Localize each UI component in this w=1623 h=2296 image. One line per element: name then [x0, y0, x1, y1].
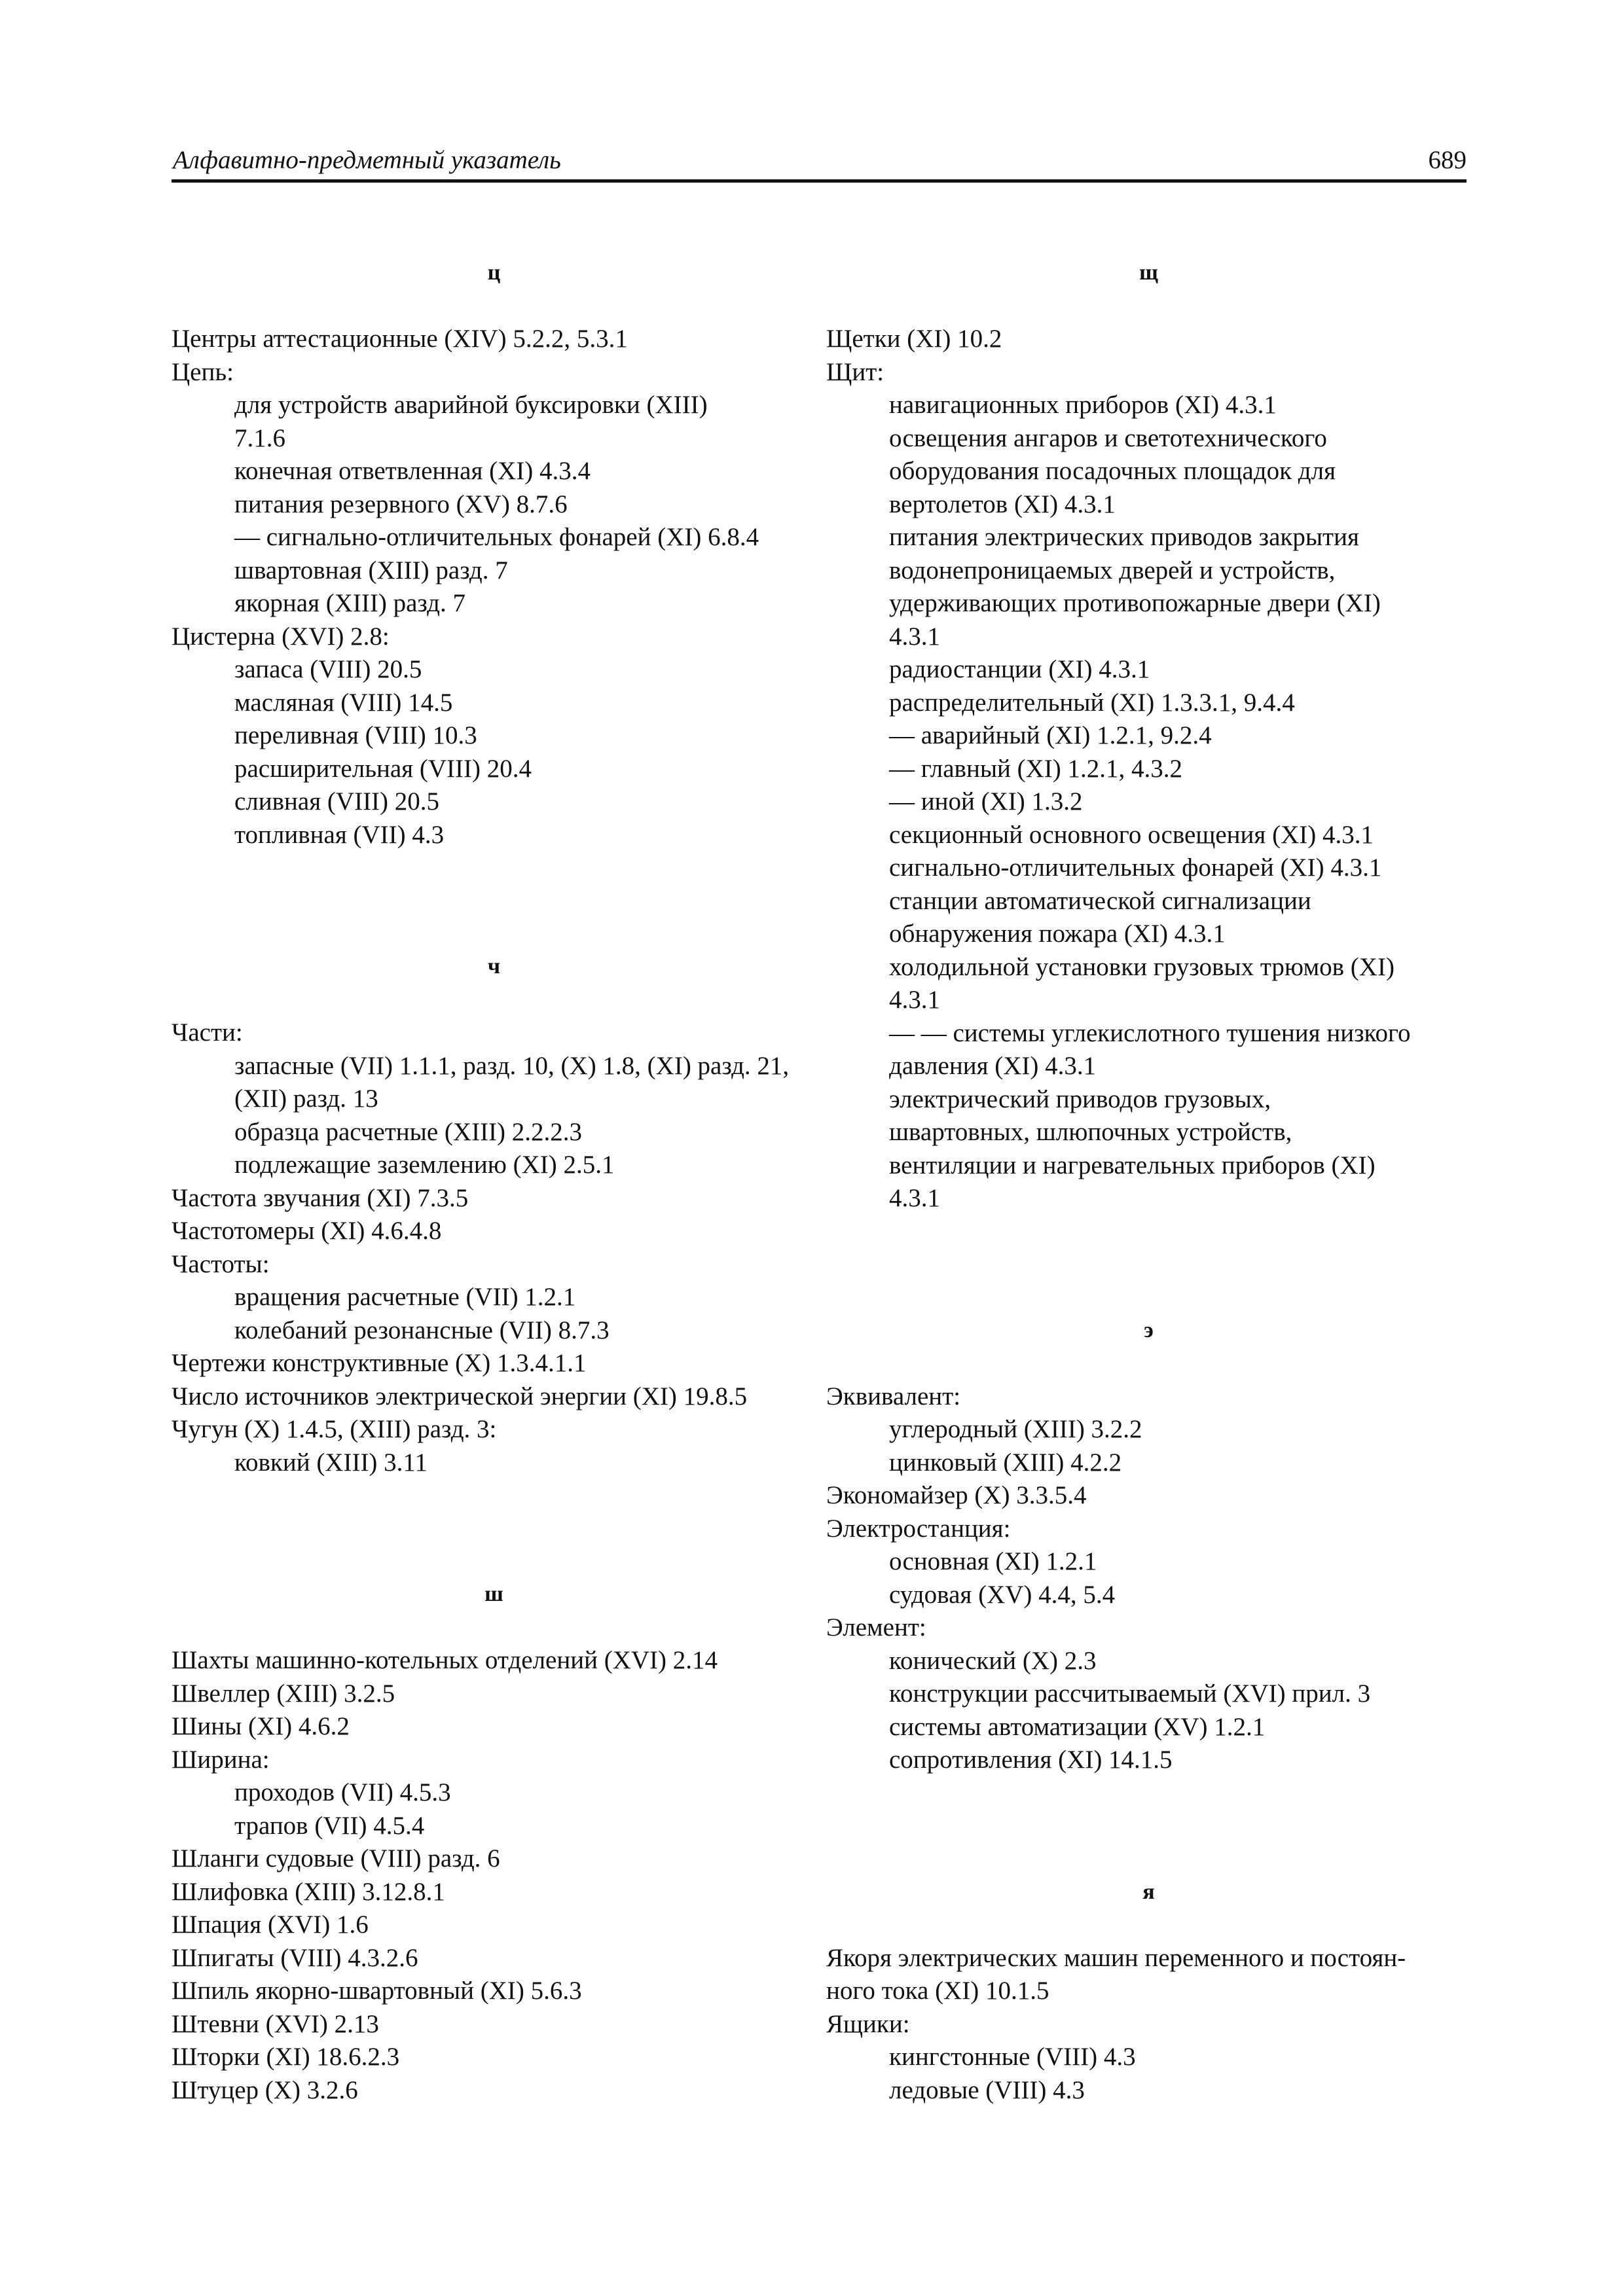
section-letter: щ [1139, 260, 1158, 285]
index-entry: Швеллер (XIII) 3.2.5 [172, 1679, 395, 1708]
index-subentry: образца расчетные (XIII) 2.2.2.3 [234, 1117, 583, 1146]
index-subentry: расширительная (VIII) 20.4 [234, 754, 532, 783]
index-subentry: конический (X) 2.3 [889, 1646, 1097, 1675]
index-subentry: кингстонные (VIII) 4.3 [889, 2043, 1136, 2071]
index-subentry: давления (XI) 4.3.1 [889, 1052, 1097, 1080]
index-entry: Ширина: [172, 1745, 270, 1774]
index-entry: Шторки (XI) 18.6.2.3 [172, 2043, 400, 2071]
index-subentry: ковкий (XIII) 3.11 [234, 1448, 428, 1477]
index-subentry: основная (XI) 1.2.1 [889, 1547, 1097, 1575]
index-entry: Шпация (XVI) 1.6 [172, 1910, 369, 1939]
index-subentry: подлежащие заземлению (XI) 2.5.1 [234, 1151, 615, 1179]
index-subentry: сопротивления (XI) 14.1.5 [889, 1746, 1173, 1774]
index-subentry: 4.3.1 [889, 622, 940, 651]
page-number: 689 [1428, 146, 1467, 174]
index-entry: Частоты: [172, 1249, 270, 1278]
index-entry: Якоря электрических машин переменного и постоян- [826, 1943, 1406, 1972]
header-title: Алфавитно-предметный указатель [173, 146, 561, 174]
index-entry: Шлифовка (XIII) 3.12.8.1 [172, 1877, 445, 1906]
page-header [172, 143, 1467, 183]
index-subentry: — сигнально-отличительных фонарей (XI) 6.8.4 [234, 523, 759, 551]
index-subentry: распределительный (XI) 1.3.3.1, 9.4.4 [889, 688, 1295, 717]
index-subentry: секционный основного освещения (XI) 4.3.1 [889, 820, 1374, 849]
index-subentry: навигационных приборов (XI) 4.3.1 [889, 391, 1277, 419]
index-subentry: обнаружения пожара (XI) 4.3.1 [889, 920, 1226, 948]
index-subentry: колебаний резонансные (VII) 8.7.3 [234, 1316, 610, 1344]
index-subentry: питания электрических приводов закрытия [889, 523, 1359, 551]
index-subentry: сигнально-отличительных фонарей (XI) 4.3.1 [889, 853, 1382, 882]
index-subentry: электрический приводов грузовых, [889, 1085, 1271, 1113]
index-entry: Чугун (X) 1.4.5, (XIII) разд. 3: [172, 1415, 497, 1443]
index-subentry: запасные (VII) 1.1.1, разд. 10, (X) 1.8, (XI) разд. 21, [234, 1051, 790, 1080]
index-subentry: вертолетов (XI) 4.3.1 [889, 490, 1116, 518]
section-gap [172, 852, 816, 950]
index-column-left [172, 257, 816, 2107]
index-entry: Эквивалент: [826, 1382, 961, 1410]
index-entry: Щит: [826, 357, 884, 386]
index-entry: Центры аттестационные (XIV) 5.2.2, 5.3.1 [172, 325, 628, 353]
index-entry: Цепь: [172, 357, 234, 386]
index-entry: ного тока (XI) 10.1.5 [826, 1977, 1049, 2005]
index-entry: Частотомеры (XI) 4.6.4.8 [172, 1217, 442, 1245]
index-subentry: питания резервного (XV) 8.7.6 [234, 490, 568, 518]
index-subentry: — — системы углекислотного тушения низкого [889, 1018, 1411, 1047]
index-subentry: запаса (VIII) 20.5 [234, 655, 422, 683]
index-subentry: углеродный (XIII) 3.2.2 [889, 1415, 1142, 1443]
index-subentry: — аварийный (XI) 1.2.1, 9.2.4 [889, 721, 1212, 749]
index-subentry: швартовных, шлюпочных устройств, [889, 1118, 1292, 1146]
index-entry: Штевни (XVI) 2.13 [172, 2009, 379, 2038]
index-subentry: — иной (XI) 1.3.2 [889, 787, 1083, 816]
index-subentry: конечная ответвленная (XI) 4.3.4 [234, 457, 591, 485]
index-subentry: радиостанции (XI) 4.3.1 [889, 655, 1150, 683]
index-entry: Штуцер (X) 3.2.6 [172, 2075, 358, 2104]
index-subentry: вращения расчетные (VII) 1.2.1 [234, 1283, 576, 1311]
index-subentry: водонепроницаемых дверей и устройств, [889, 556, 1336, 584]
index-subentry: — главный (XI) 1.2.1, 4.3.2 [889, 754, 1183, 783]
index-entry: Частота звучания (XI) 7.3.5 [172, 1183, 469, 1212]
index-entry: Щетки (XI) 10.2 [826, 325, 1002, 353]
index-entry: Части: [172, 1018, 243, 1047]
index-entry: Шахты машинно-котельных отделений (XVI) 2.14 [172, 1646, 718, 1674]
index-entry: Шпигаты (VIII) 4.3.2.6 [172, 1943, 418, 1972]
index-entry: Ящики: [826, 2009, 910, 2038]
index-subentry: холодильной установки грузовых трюмов (XI) [889, 952, 1395, 981]
index-subentry: топливная (VII) 4.3 [234, 820, 445, 849]
index-entry: Электростанция: [826, 1514, 1011, 1543]
index-entry: Шины (XI) 4.6.2 [172, 1712, 350, 1740]
index-subentry: для устройств аварийной буксировки (XIII) [234, 391, 708, 419]
index-subentry: конструкции рассчитываемый (XVI) прил. 3 [889, 1679, 1371, 1708]
index-subentry: швартовная (XIII) разд. 7 [234, 556, 508, 584]
section-letter: ц [487, 260, 501, 285]
index-subentry: якорная (XIII) разд. 7 [234, 589, 465, 617]
index-subentry: 7.1.6 [234, 423, 285, 452]
index-subentry: системы автоматизации (XV) 1.2.1 [889, 1712, 1266, 1741]
index-entry: Число источников электрической энергии (XI) 19.8.5 [172, 1382, 748, 1410]
index-entry: Элемент: [826, 1613, 926, 1641]
index-entry: Экономайзер (X) 3.3.5.4 [826, 1481, 1087, 1509]
index-subentry: масляная (VIII) 14.5 [234, 688, 453, 717]
section-letter: э [1144, 1318, 1154, 1342]
index-entry: Цистерна (XVI) 2.8: [172, 622, 390, 651]
index-subentry: вентиляции и нагревательных приборов (XI) [889, 1151, 1376, 1179]
index-subentry: (XII) разд. 13 [234, 1085, 378, 1113]
index-subentry: ледовые (VIII) 4.3 [889, 2075, 1085, 2104]
index-entry: Чертежи конструктивные (X) 1.3.4.1.1 [172, 1349, 587, 1377]
index-subentry: 4.3.1 [889, 1184, 940, 1212]
section-letter: я [1142, 1879, 1155, 1904]
index-subentry: судовая (XV) 4.4, 5.4 [889, 1580, 1116, 1609]
index-entry: Шпиль якорно-швартовный (XI) 5.6.3 [172, 1977, 582, 2005]
index-entry: Шланги судовые (VIII) разд. 6 [172, 1844, 500, 1873]
section-gap [826, 1777, 1471, 1876]
index-subentry: сливная (VIII) 20.5 [234, 787, 440, 816]
index-subentry: цинковый (XIII) 4.2.2 [889, 1448, 1122, 1477]
index-subentry: трапов (VII) 4.5.4 [234, 1811, 425, 1840]
index-subentry: освещения ангаров и светотехнического [889, 423, 1327, 452]
section-letter: ш [484, 1582, 503, 1606]
index-subentry: станции автоматической сигнализации [889, 886, 1311, 915]
index-column-right [826, 257, 1471, 2107]
index-subentry: переливная (VIII) 10.3 [234, 721, 477, 749]
index-subentry: 4.3.1 [889, 986, 940, 1014]
section-gap [826, 1215, 1471, 1314]
index-subentry: оборудования посадочных площадок для [889, 457, 1336, 485]
section-letter: ч [487, 954, 501, 978]
index-subentry: проходов (VII) 4.5.3 [234, 1778, 451, 1806]
index-subentry: удерживающих противопожарные двери (XI) [889, 589, 1381, 617]
section-gap [172, 1479, 816, 1578]
